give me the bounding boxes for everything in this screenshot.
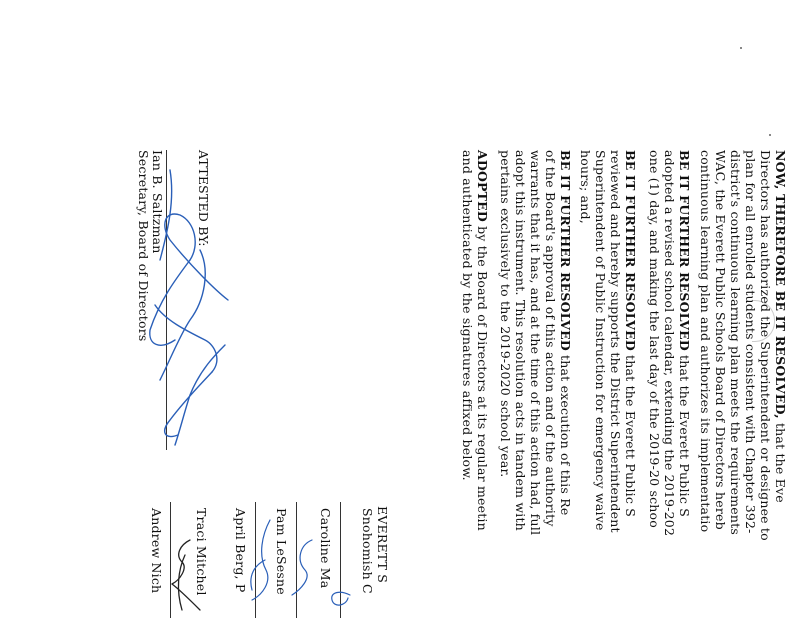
scan-speck: [740, 47, 742, 49]
now-therefore-line-1: NOW, THEREFORE BE IT RESOLVED, that the Eve: [773, 150, 788, 503]
attest-name: Ian B. Saltzman: [150, 150, 165, 254]
district-name-line-2: Snohomish C: [360, 508, 375, 594]
signer-name-4: Traci Mitchel: [194, 508, 209, 596]
district-name-line-1: EVERETT S: [375, 506, 390, 584]
further-1-line-2: adopted a revised school calendar, extending the 2019-202: [662, 150, 677, 537]
signature-line: [340, 502, 341, 618]
further-3-line-2: of the Board's approval of this action and of the authority: [543, 150, 558, 527]
signature-line: [170, 502, 171, 618]
now-therefore-line-3: plan for all enrolled students consistent with Chapter 392-: [743, 150, 758, 534]
attest-title: Secretary, Board of Directors: [136, 150, 151, 342]
attested-by-label: ATTESTED BY:: [196, 150, 211, 247]
further-3-line-4: adopt this instrument. This resolution acts in tandem with: [513, 150, 528, 531]
now-therefore-line-2: Directors has authorized the Superintendent or designee to: [758, 150, 773, 541]
signature-line: [255, 502, 256, 618]
further-2-line-4: hours; and,: [578, 150, 593, 224]
now-therefore-line-6: continuous learning plan and authorizes its implementatio: [698, 150, 713, 533]
now-therefore-line-5: WAC, the Everett Public Schools Board of Directors hereb: [713, 150, 728, 530]
further-2-line-3: Superintendent of Public Instruction for emergency waive: [593, 150, 608, 531]
adopted-lead: ADOPTED: [475, 150, 490, 222]
further-3-line-1: BE IT FURTHER RESOLVED that execution of this Re: [558, 150, 573, 516]
further-1-line-1: BE IT FURTHER RESOLVED that the Everett Public S: [677, 150, 692, 517]
further-3-lead: BE IT FURTHER RESOLVED: [558, 150, 573, 351]
further-3-line-5: pertains exclusively to the 2019-2020 school year.: [498, 150, 513, 478]
further-2-line-2: reviewed and hereby supports the District Superintendent: [608, 150, 623, 533]
signer-name-1: Caroline Ma: [318, 508, 333, 589]
signer-name-5: Andrew Nich: [149, 508, 164, 594]
now-therefore-line-4: district's continuous learning plan meets the requirements: [728, 150, 743, 535]
scan-speck: [769, 134, 771, 136]
signer-name-2: Pam LeSesne: [274, 508, 289, 595]
further-2-line-1: BE IT FURTHER RESOLVED that the Everett Public S: [623, 150, 638, 517]
signature-line: [296, 502, 297, 618]
further-1-line-3: one (1) day, and making the last day of the 2019-20 schoo: [647, 150, 662, 529]
adopted-line-1: ADOPTED by the Board of Directors at its regular meetin: [475, 150, 490, 531]
now-therefore-lead: NOW, THEREFORE BE IT RESOLVED,: [773, 150, 788, 419]
further-1-lead: BE IT FURTHER RESOLVED: [677, 150, 692, 351]
adopted-line-2: and authenticated by the signatures affixed below.: [460, 150, 475, 481]
attest-signature-line: [166, 150, 167, 450]
further-3-line-3: warrants that it has, and at the time of this action had, full: [528, 150, 543, 536]
signer-name-3: April Berg, P: [233, 508, 248, 593]
further-2-lead: BE IT FURTHER RESOLVED: [623, 150, 638, 351]
